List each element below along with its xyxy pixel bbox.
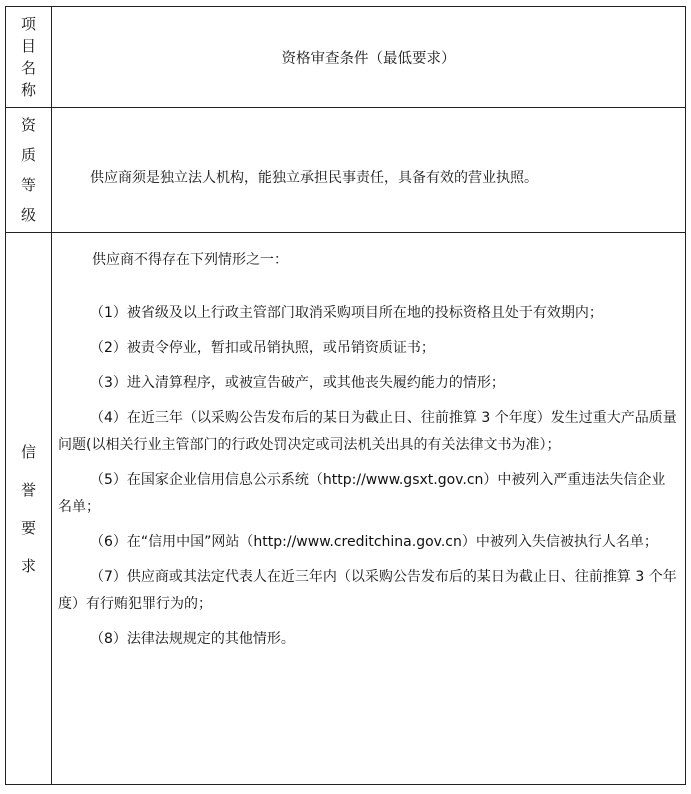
credit-item-8: （8）法律法规规定的其他情形。 (90, 631, 295, 647)
qualification-label-char: 等 (20, 176, 36, 194)
credit-item-4: （4）在近三年（以采购公告发布后的某日为截止日、往前推算 3 个年度）发生过重大产品质量问题(以相关行业主管部门的行政处罚决定或司法机关出具的有关法律文书为准）； (58, 410, 677, 453)
credit-item-5: （5）在国家企业信用信息公示系统（http://www.gsxt.gov.cn）中被列入严重违法失信企业名单； (58, 472, 666, 515)
credit-item-7: （7）供应商或其法定代表人在近三年内（以采购公告发布后的某日为截止日、往前推算 3 个年度）有行贿犯罪行为的； (58, 569, 677, 612)
credit-item-1: （1）被省级及以上行政主管部门取消采购项目所在地的投标资格且处于有效期内； (90, 305, 603, 321)
header-title: 资格审查条件（最低要求） (52, 7, 686, 108)
header-label-char: 目 (20, 37, 36, 55)
header-label-cell (6, 7, 52, 108)
credit-label-char: 誉 (20, 480, 36, 499)
credit-intro: 供应商不得存在下列情形之一： (92, 252, 288, 268)
header-label-char: 名 (20, 59, 36, 77)
header-label-char: 项 (20, 15, 36, 33)
credit-item-6: （6）在“信用中国”网站（http://www.creditchina.gov.cn）中被列入失信被执行人名单； (90, 534, 658, 550)
qualification-text: 供应商须是独立法人机构，能独立承担民事责任，具备有效的营业执照。 (52, 108, 686, 233)
qualification-row (6, 108, 686, 233)
credit-row (6, 233, 686, 785)
header-row (6, 7, 686, 108)
qualification-label-cell (6, 108, 52, 233)
credit-label-cell (6, 233, 52, 785)
qualification-label-char: 资 (20, 116, 36, 134)
credit-label-char: 要 (20, 518, 36, 537)
credit-label-char: 信 (20, 442, 36, 461)
qualification-label-char: 级 (20, 206, 36, 224)
credit-item-3: （3）进入清算程序，或被宣告破产，或其他丧失履约能力的情形； (90, 375, 505, 391)
qualification-label-char: 质 (20, 146, 36, 164)
credit-content-cell (52, 233, 686, 785)
requirements-table (5, 6, 686, 785)
credit-label-char: 求 (20, 556, 36, 575)
credit-item-2: （2）被责令停业，暂扣或吊销执照，或吊销资质证书； (90, 340, 435, 356)
header-label-char: 称 (20, 81, 36, 99)
